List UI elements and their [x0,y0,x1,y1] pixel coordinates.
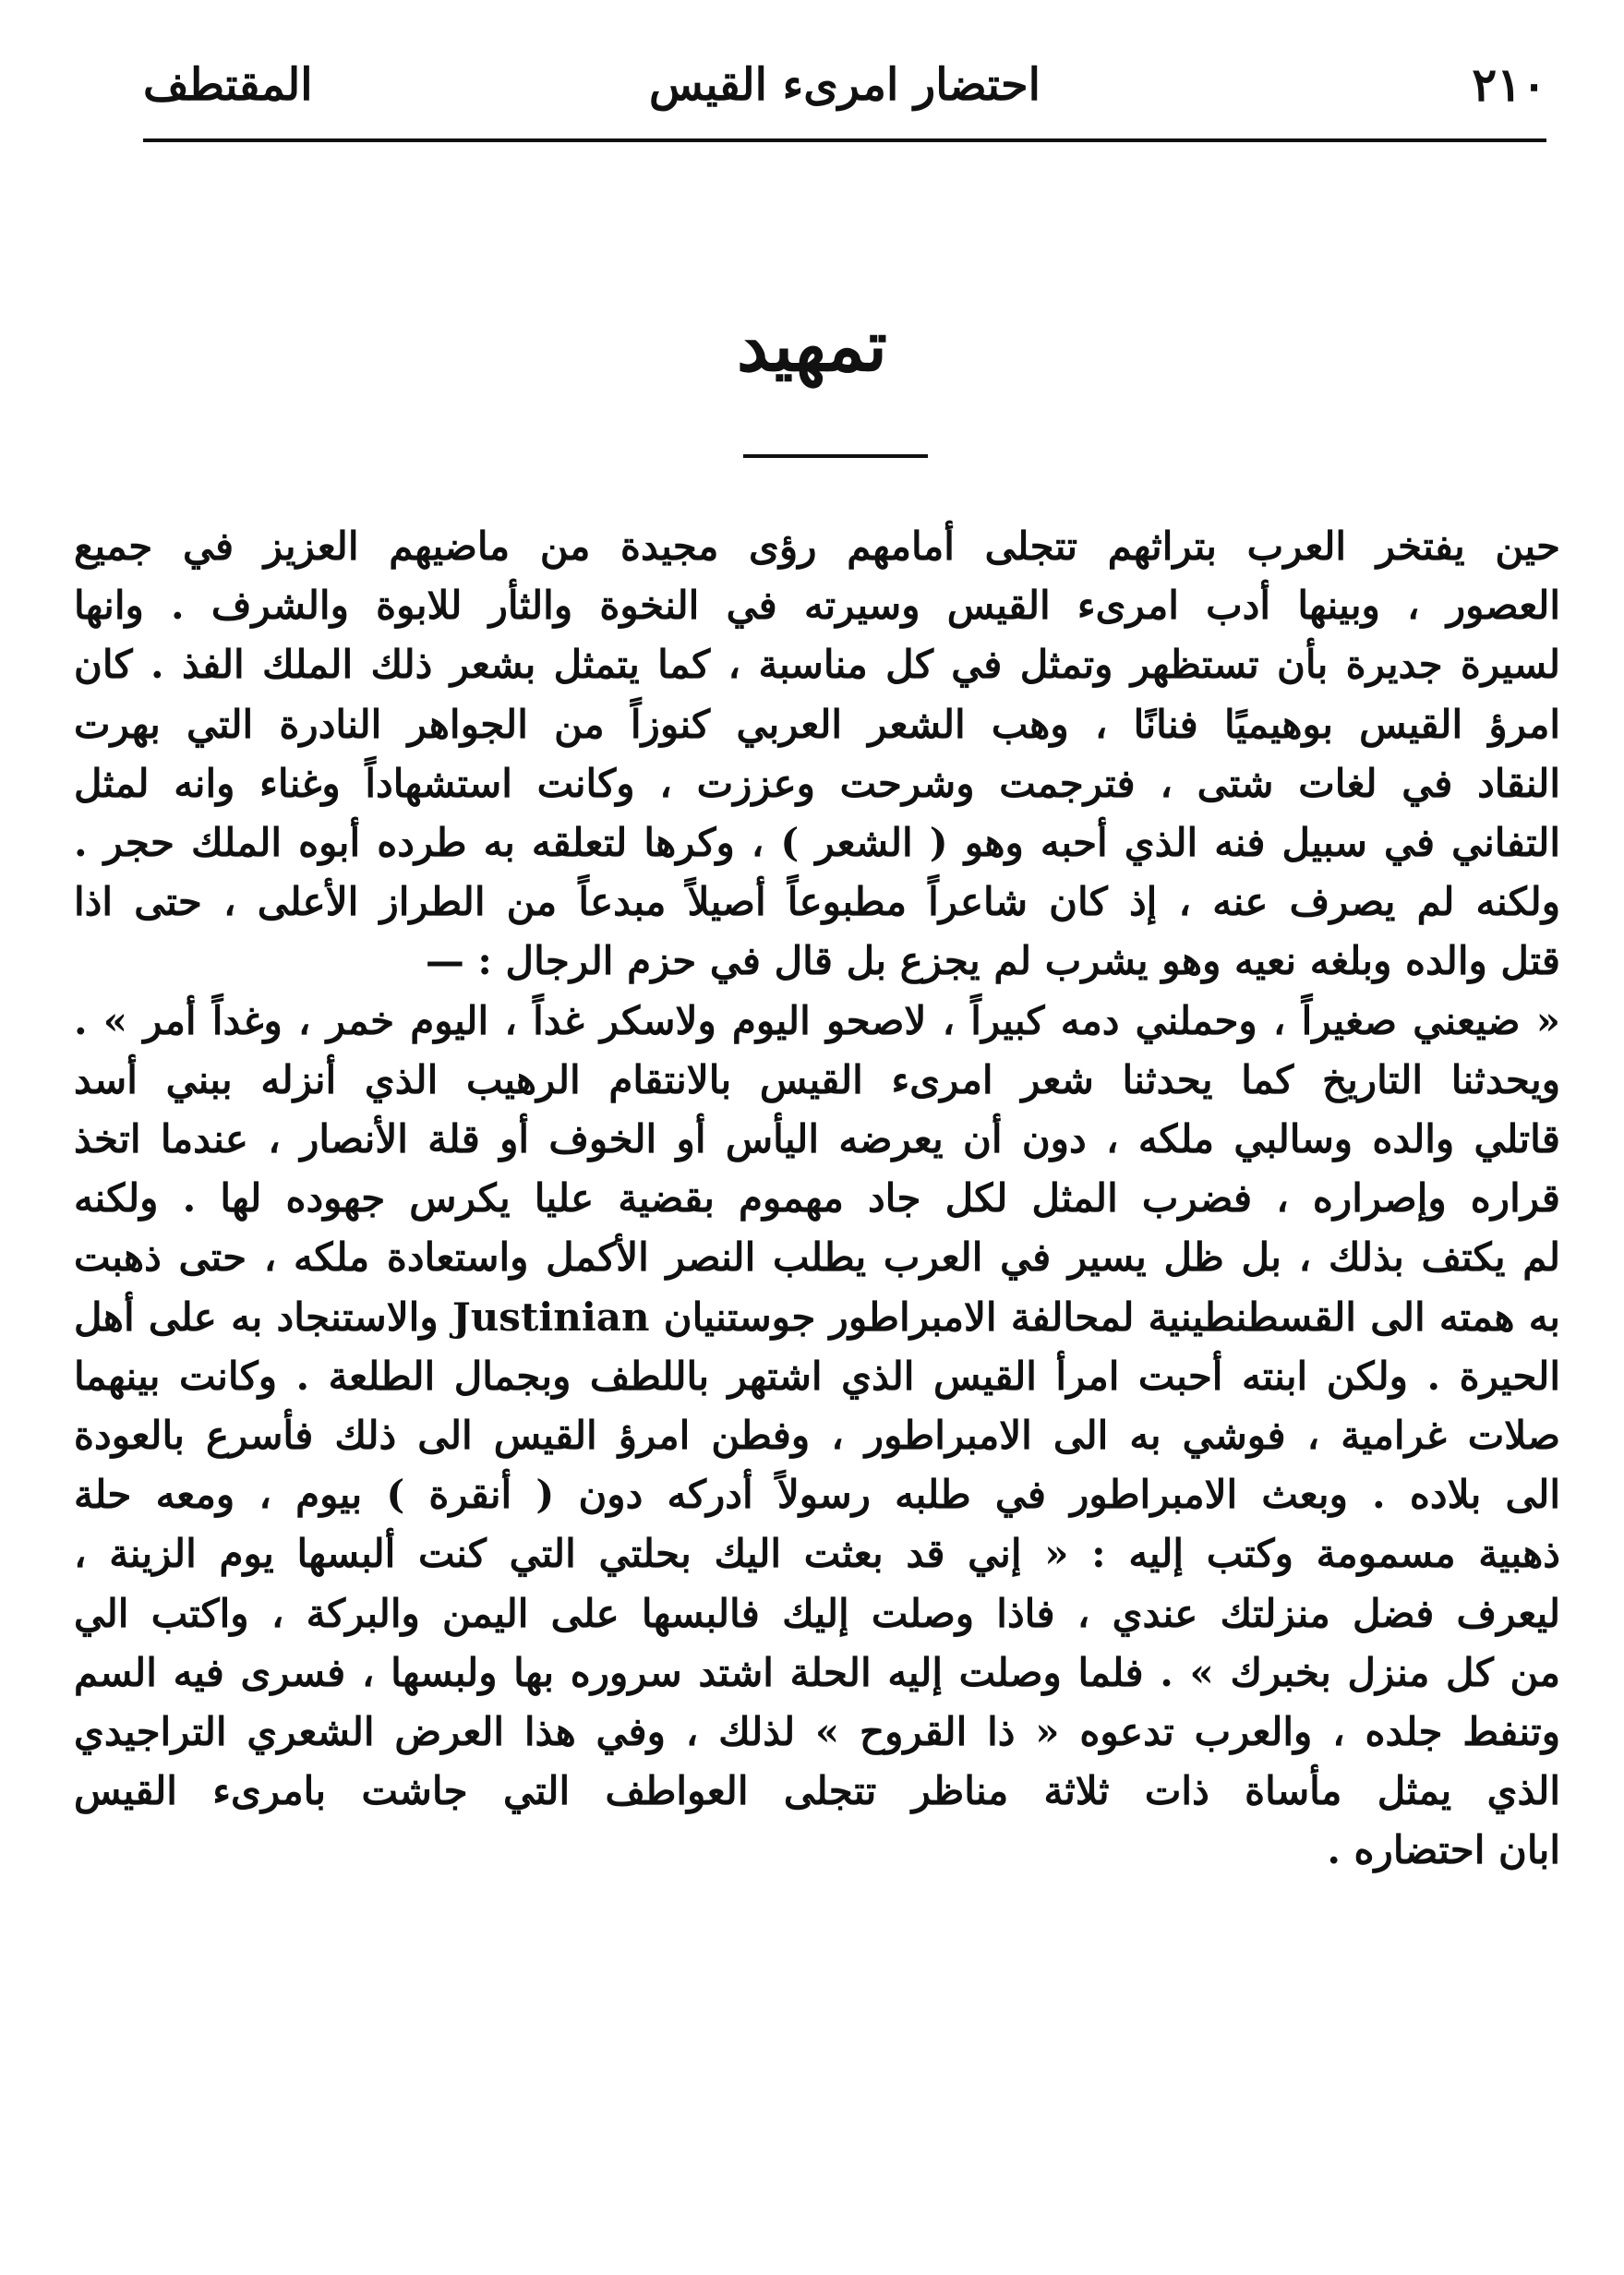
heading-divider [743,454,928,458]
page-number: ٢١٠ [1472,57,1546,112]
text-line: امرؤ القيس بوهيميًا فنانًا ، وهب الشعر العربي كنوزاً من الجواهر النادرة التي بهرت [74,701,1560,747]
text-line: صلات غرامية ، فوشي به الى الامبراطور ، وفطن امرؤ القيس الى ذلك فأسرع بالعودة [74,1413,1560,1459]
text-line: به همته الى القسطنطينية لمحالفة الامبراطور جوستنيان Justinian والاستنجاد به على أهل [74,1294,1560,1340]
text-line: ويحدثنا التاريخ كما يحدثنا شعر امرىء القيس بالانتقام الرهيب الذي أنزله ببني أسد [74,1056,1560,1102]
text-line: حين يفتخر العرب بتراثهم تتجلى أمامهم رؤى مجيدة من ماضيهم العزيز في جميع [74,524,1560,569]
text-line: قراره وإصراره ، فضرب المثل لكل جاد مهموم بقضية عليا يكرس جهوده لها . ولكنه [74,1175,1560,1222]
section-heading: تمهيد [737,305,887,387]
running-title: احتضار امرىء القيس [649,59,1041,111]
text-line: التفاني في سبيل فنه الذي أحبه وهو ( الشعر ) ، وكرها لتعلقه به طرده أبوه الملك حجر . [74,820,1560,866]
body-paragraph [74,517,1560,1881]
text-line: ولكنه لم يصرف عنه ، إذ كان شاعراً مطبوعاً أصيلاً مبدعاً من الطراز الأعلى ، حتى اذا [74,879,1560,925]
text-line: النقاد في لغات شتى ، فترجمت وشرحت وعززت ، وكانت استشهاداً وغناء وانه لمثل [74,760,1560,806]
text-line: ابان احتضاره . [1327,1827,1560,1873]
text-line: لم يكتف بذلك ، بل ظل يسير في العرب يطلب النصر الأكمل واستعادة ملكه ، حتى ذهبت [74,1234,1560,1281]
text-line: ليعرف فضل منزلتك عندي ، فاذا وصلت إليك فالبسها على اليمن والبركة ، واكتب الي [74,1590,1560,1636]
text-line: الحيرة . ولكن ابنته أحبت امرأ القيس الذي اشتهر باللطف وبجمال الطلعة . وكانت بينهما [74,1353,1560,1399]
quote-line: « ضيعني صغيراً ، وحملني دمه كبيراً ، لاصحو اليوم ولاسكر غداً ، اليوم خمر ، وغداً أمر » . [74,997,1560,1043]
text-line: قاتلي والده وسالبي ملكه ، دون أن يعرضه اليأس أو الخوف أو قلة الأنصار ، عندما اتخذ [74,1116,1560,1162]
running-header [143,48,1546,122]
text-line: العصور ، وبينها أدب امرىء القيس وسيرته في النخوة والثأر للابوة والشرف . وانها [74,583,1560,629]
text-line: لسيرة جديرة بأن تستظهر وتمثل في كل مناسبة ، كما يتمثل بشعر ذلك الملك الفذ . كان [74,642,1560,688]
text-line: من كل منزل بخبرك » . فلما وصلت إليه الحلة اشتد سروره بها ولبسها ، فسرى فيه السم [74,1649,1560,1695]
text-line: الى بلاده . وبعث الامبراطور في طلبه رسولاً أدركه دون ( أنقرة ) بيوم ، ومعه حلة [74,1472,1560,1518]
text-line: الذي يمثل مأساة ذات ثلاثة مناظر تتجلى العواطف التي جاشت بامرىء القيس [74,1768,1560,1814]
text-line: ذهبية مسمومة وكتب إليه : « إني قد بعثت اليك بحلتي التي كنت ألبسها يوم الزينة ، [74,1531,1560,1577]
text-line: قتل والده وبلغه نعيه وهو يشرب لم يجزع بل قال في حزم الرجال : — [425,938,1560,984]
journal-name: المقتطف [143,59,313,111]
text-line: وتنفط جلده ، والعرب تدعوه « ذا القروح » لذلك ، وفي هذا العرض الشعري التراجيدي [74,1709,1560,1755]
header-divider [143,138,1546,142]
